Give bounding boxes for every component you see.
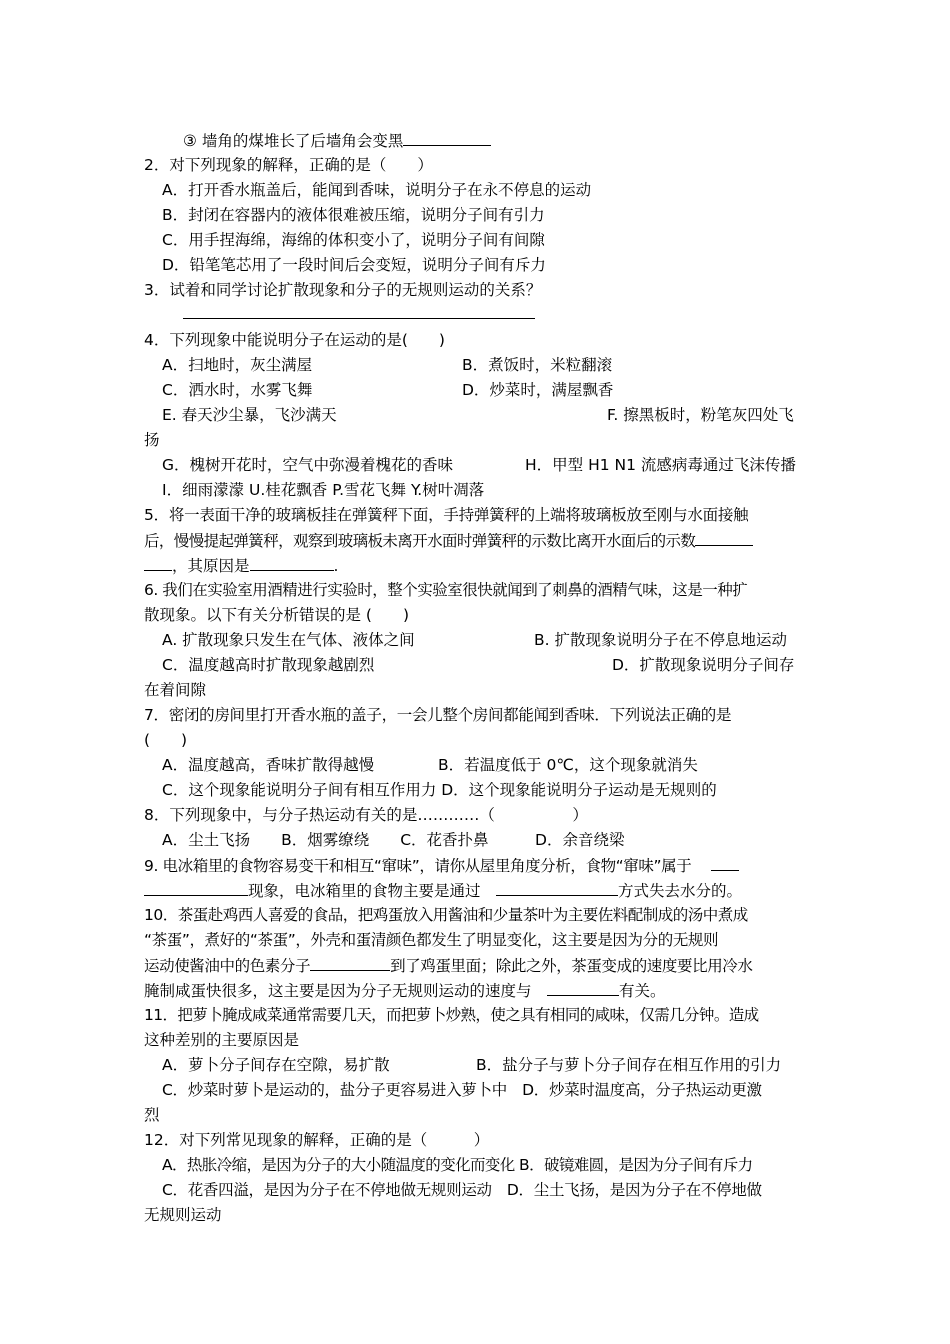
- q11-option-a: A．萝卜分子间存在空隙，易扩散: [162, 1056, 390, 1074]
- q4-option-b: B．煮饭时，米粒翻滚: [462, 356, 613, 374]
- answer-line: [183, 318, 535, 319]
- q4-option-g: G．槐树开花时，空气中弥漫着槐花的香味: [162, 456, 454, 474]
- q11-stem-cont: 这种差别的主要原因是: [144, 1031, 300, 1049]
- q5-stem: 5．将一表面干净的玻璃板挂在弹簧秤下面，手持弹簧秤的上端将玻璃板放至刚与水面接触: [144, 506, 749, 524]
- answer-blank: [547, 980, 619, 996]
- answer-blank: [144, 555, 172, 571]
- q5-reason: ，其原因是 .: [144, 555, 338, 576]
- q12-option-cd: C．花香四溢，是因为分子在不停地做无规则运动 D．尘土飞扬，是因为分子在不停地做: [162, 1181, 762, 1199]
- q2-option-b: B．封闭在容器内的液体很难被压缩，说明分子间有引力: [162, 206, 545, 224]
- q5-stem-cont: 后，慢慢提起弹簧秤，观察到玻璃板未离开水面时弹簧秤的示数比离开水面后的示数: [144, 530, 753, 551]
- q11-option-cd: C．炒菜时萝卜是运动的，盐分子更容易进入萝卜中 D．炒菜时温度高，分子热运动更激: [162, 1081, 762, 1099]
- q4-option-h: H．甲型 H1 N1 流感病毒通过飞沫传播: [525, 456, 796, 474]
- q11-stem: 11．把萝卜腌成咸菜通常需要几天，而把萝卜炒熟，使之具有相同的咸味，仅需几分钟。造成: [144, 1006, 759, 1024]
- q10-stem: 10．茶蛋赴鸡西人喜爱的食品，把鸡蛋放入用酱油和少量茶叶为主要佐料配制成的汤中煮成: [144, 906, 748, 924]
- q10-stem-3: 运动使酱油中的色素分子 到了鸡蛋里面；除此之外，茶蛋变成的速度要比用冷水: [144, 957, 753, 975]
- q4-option-e: E. 春天沙尘暴，飞沙满天: [162, 406, 337, 424]
- q2-option-d: D．铅笔笔芯用了一段时间后会变短，说明分子间有斥力: [162, 256, 546, 274]
- q4-option-f-wrap: 扬: [144, 431, 160, 449]
- q2-option-c: C．用手捏海绵，海绵的体积变小了，说明分子间有间隙: [162, 231, 545, 249]
- q6-option-d: D．扩散现象说明分子间存: [612, 656, 795, 674]
- q11-option-d-wrap: 烈: [144, 1106, 160, 1124]
- q7-option-a: A．温度越高，香味扩散得越慢: [162, 756, 375, 774]
- answer-blank: [144, 880, 248, 896]
- answer-blank: [695, 530, 753, 546]
- q12-option-d-wrap: 无规则运动: [144, 1206, 222, 1224]
- answer-blank: [711, 855, 739, 871]
- q1-item-3: ③ 墙角的煤堆长了后墙角会变黑: [183, 130, 491, 151]
- q8-options: A．尘土飞扬 B．烟雾缭绕 C．花香扑鼻 D．余音绕梁: [162, 831, 625, 849]
- q6-option-a: A. 扩散现象只发生在气体、液体之间: [162, 631, 415, 649]
- answer-blank: [403, 130, 491, 146]
- q6-stem-cont: 散现象。以下有关分析错误的是 ( ): [144, 606, 410, 624]
- q12-stem: 12．对下列常见现象的解释，正确的是（ ）: [144, 1131, 490, 1149]
- q11-option-b: B．盐分子与萝卜分子间存在相互作用的引力: [476, 1056, 782, 1074]
- q2-stem: 2．对下列现象的解释，正确的是（ ）: [144, 156, 433, 174]
- q10-stem-4: 腌制咸蛋快很多，这主要是因为分子无规则运动的速度与 有关。: [144, 982, 666, 1000]
- q7-stem-cont: ( ): [144, 731, 188, 749]
- answer-blank: [250, 555, 334, 571]
- q2-option-a: A．打开香水瓶盖后，能闻到香味，说明分子在永不停息的运动: [162, 181, 592, 199]
- q4-option-a: A．扫地时，灰尘满屋: [162, 356, 313, 374]
- q8-stem: 8．下列现象中，与分子热运动有关的是…………（ ）: [144, 806, 588, 824]
- q4-option-i: I．细雨濛濛 U.桂花飘香 P.雪花飞舞 Y.树叶凋落: [162, 481, 485, 499]
- q12-option-ab: A．热胀冷缩，是因为分子的大小随温度的变化而变化 B．破镜难圆，是因为分子间有斥力: [162, 1156, 753, 1174]
- answer-blank: [496, 880, 618, 896]
- q4-option-f: F. 擦黑板时，粉笔灰四处飞: [607, 406, 794, 424]
- q4-option-d: D．炒菜时，满屋飘香: [462, 381, 614, 399]
- q6-option-d-wrap: 在着间隙: [144, 681, 207, 699]
- q9-stem: 9. 电冰箱里的食物容易变干和相互“窜味”，请你从屋里角度分析，食物“窜味”属于: [144, 855, 739, 876]
- q6-option-c: C．温度越高时扩散现象越剧烈: [162, 656, 375, 674]
- q6-stem: 6. 我们在实验室用酒精进行实验时，整个实验室很快就闻到了刺鼻的酒精气味，这是一种扩: [144, 581, 748, 599]
- q10-stem-2: “茶蛋”，煮好的“茶蛋”，外壳和蛋清颜色都发生了明显变化，这主要是因为分的无规则: [144, 931, 719, 949]
- q4-option-c: C．洒水时，水雾飞舞: [162, 381, 313, 399]
- q7-option-b: B．若温度低于 0℃，这个现象就消失: [438, 756, 698, 774]
- q9-stem-cont: 现象，电冰箱里的食物主要是通过 方式失去水分的。: [144, 880, 742, 901]
- answer-blank: [310, 955, 390, 971]
- q7-stem: 7．密闭的房间里打开香水瓶的盖子，一会儿整个房间都能闻到香味．下列说法正确的是: [144, 706, 732, 724]
- q7-option-cd: C．这个现象能说明分子间有相互作用力 D．这个现象能说明分子运动是无规则的: [162, 781, 717, 799]
- q4-stem: 4．下列现象中能说明分子在运动的是( ): [144, 331, 445, 349]
- q3-stem: 3．试着和同学讨论扩散现象和分子的无规则运动的关系？: [144, 281, 542, 299]
- q6-option-b: B. 扩散现象说明分子在不停息地运动: [534, 631, 787, 649]
